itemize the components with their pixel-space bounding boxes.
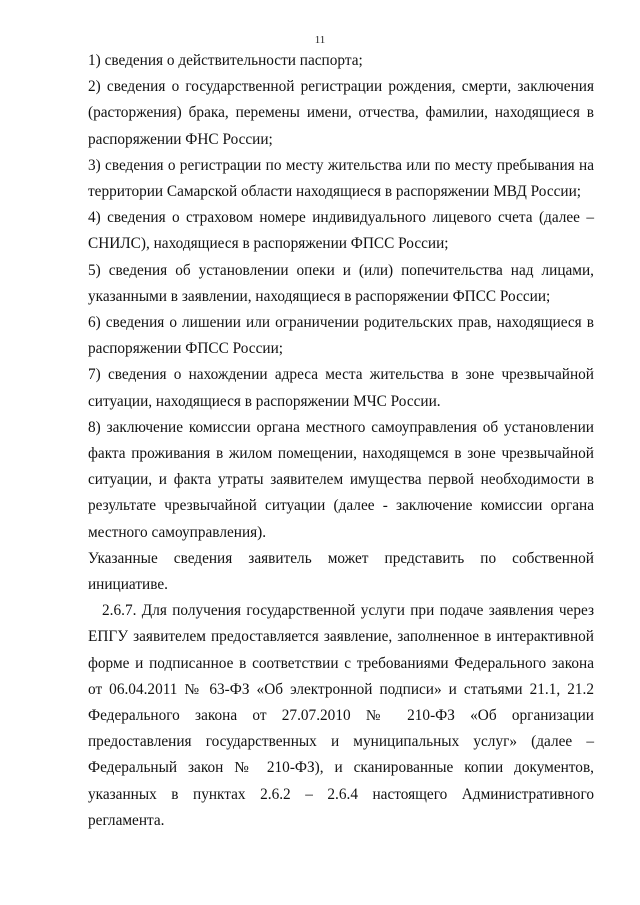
paragraph-item-3: 3) сведения о регистрации по месту жительства или по месту пребывания на территории Самарской области находящиеся в распоряжении МВД России; — [88, 156, 594, 201]
paragraph-item-8: 8) заключение комиссии органа местного самоуправления об установлении факта проживания в жилом помещении, находящемся в зоне чрезвычайной ситуации, и факта утраты заявителем имущества первой необходимости в результате чрезвычайной ситуации (далее - заключение комиссии органа местного самоуправления). — [88, 418, 594, 541]
paragraph-item-2: 2) сведения о государственной регистрации рождения, смерти, заключения (расторжения) брака, перемены имени, отчества, фамилии, находящиеся в распоряжении ФНС России; — [88, 78, 594, 148]
paragraph-note: Указанные сведения заявитель может представить по собственной инициативе. — [88, 549, 594, 594]
page-number: 11 — [314, 34, 326, 46]
document-body — [88, 48, 594, 834]
paragraph-item-6: 6) сведения о лишении или ограничении родительских прав, находящиеся в распоряжении ФПСС России; — [88, 314, 594, 358]
paragraph-item-1: 1) сведения о действительности паспорта; — [88, 52, 363, 69]
paragraph-item-7: 7) сведения о нахождении адреса места жительства в зоне чрезвычайной ситуации, находящиеся в распоряжении МЧС России. — [88, 366, 594, 410]
paragraph-section-2-6-7: 2.6.7. Для получения государственной услуги при подаче заявления через ЕПГУ заявителем предоставляется заявление, заполненное в интерактивной форме и подписанное в соответствии с требованиями Федерального закона от 06.04.2011 № 63-ФЗ «Об электронной подписи» и статьями 21.1, 21.2 Федерального закона от 27.07.2010 № 210-ФЗ «Об организации предоставления государственных и муниципальных услуг» (далее – Федеральный закон № 210-ФЗ), и сканированные копии документов, указанных в пунктах 2.6.2 – 2.6.4 настоящего Административного регламента. — [88, 602, 594, 829]
paragraph-item-4: 4) сведения о страховом номере индивидуального лицевого счета (далее – СНИЛС), находящиеся в распоряжении ФПСС России; — [88, 209, 594, 253]
paragraph-item-5: 5) сведения об установлении опеки и (или) попечительства над лицами, указанными в заявлении, находящиеся в распоряжении ФПСС России; — [88, 261, 594, 305]
